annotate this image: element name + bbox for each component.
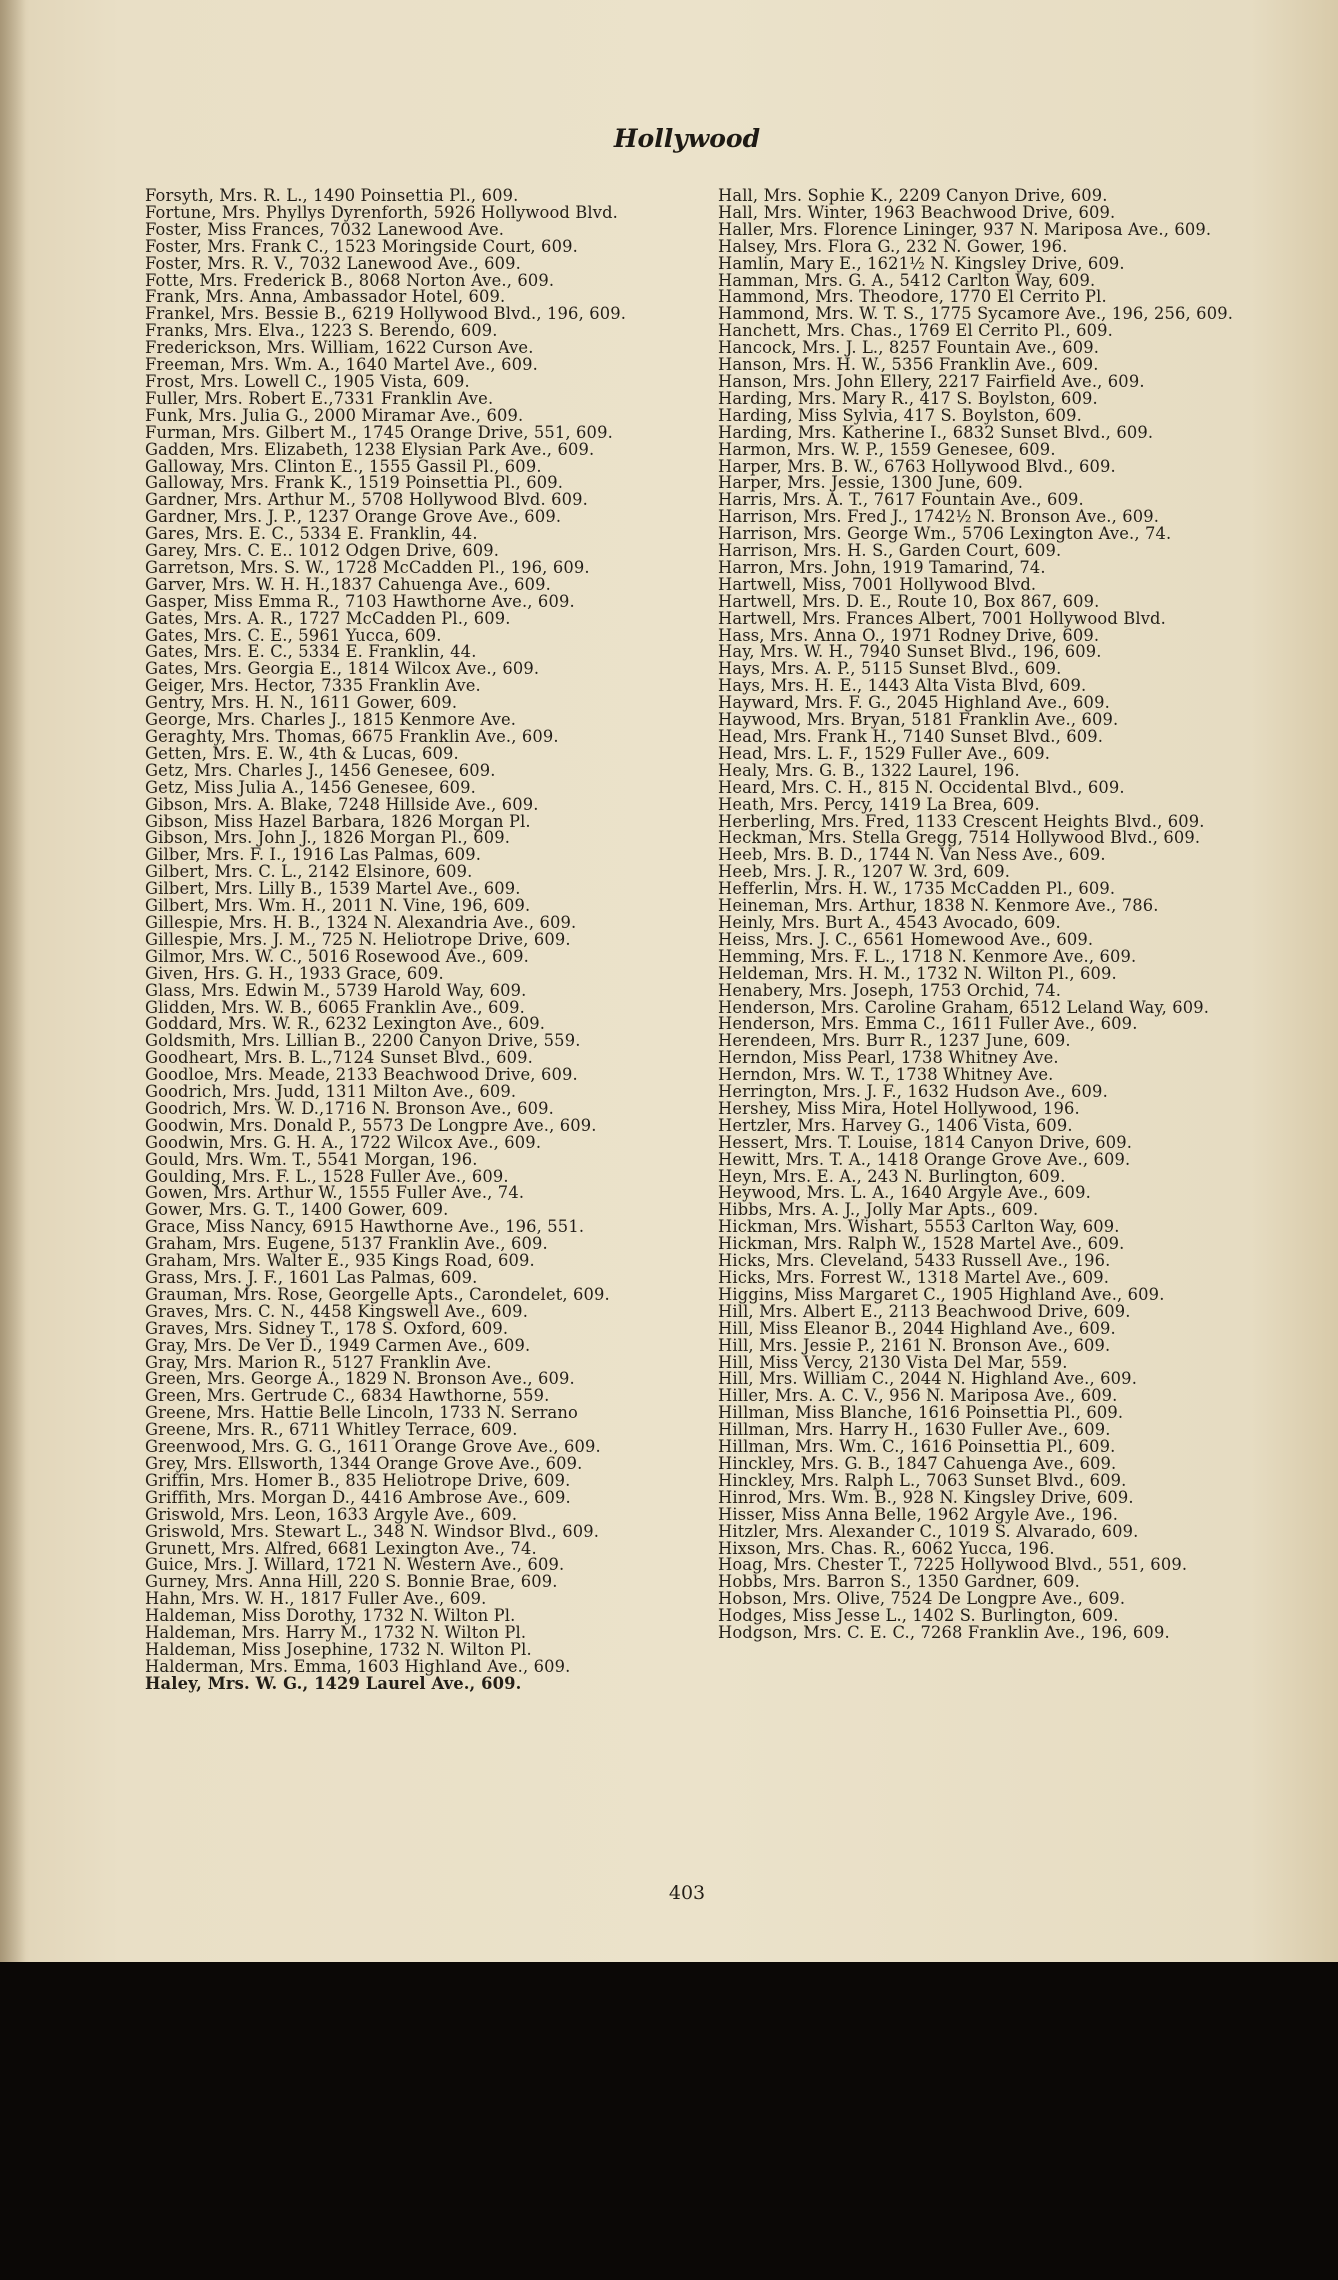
- directory-entry: Hinrod, Mrs. Wm. B., 928 N. Kingsley Drive, 609.: [718, 1487, 1134, 1507]
- directory-entry: Gentry, Mrs. H. N., 1611 Gower, 609.: [145, 693, 458, 713]
- directory-entry: Hillman, Mrs. Wm. C., 1616 Poinsettia Pl., 609.: [718, 1437, 1116, 1457]
- directory-entry: Griffin, Mrs. Homer B., 835 Heliotrope Drive, 609.: [145, 1470, 571, 1490]
- directory-entry: Hodgson, Mrs. C. E. C., 7268 Franklin Ave., 196, 609.: [718, 1623, 1170, 1643]
- directory-entry: Hanson, Mrs. John Ellery, 2217 Fairfield Ave., 609.: [718, 371, 1145, 391]
- directory-entry: Hicks, Mrs. Cleveland, 5433 Russell Ave., 196.: [718, 1251, 1111, 1271]
- directory-entry: Gadden, Mrs. Elizabeth, 1238 Elysian Park Ave., 609.: [145, 439, 595, 459]
- directory-entry: Goulding, Mrs. F. L., 1528 Fuller Ave., 609.: [145, 1166, 509, 1186]
- directory-entry: Hodges, Miss Jesse L., 1402 S. Burlington, 609.: [718, 1606, 1119, 1626]
- directory-entry: Hefferlin, Mrs. H. W., 1735 McCadden Pl., 609.: [718, 879, 1116, 899]
- directory-entry: Gray, Mrs. De Ver D., 1949 Carmen Ave., 609.: [145, 1335, 531, 1355]
- directory-entry: Heyn, Mrs. E. A., 243 N. Burlington, 609.: [718, 1166, 1066, 1186]
- directory-entry: Heineman, Mrs. Arthur, 1838 N. Kenmore Ave., 786.: [718, 896, 1159, 916]
- directory-entry: Hill, Miss Eleanor B., 2044 Highland Ave., 609.: [718, 1318, 1116, 1338]
- directory-entry-bold: Haley, Mrs. W. G., 1429 Laurel Ave., 609.: [145, 1673, 522, 1693]
- directory-entry: Goodrich, Mrs. W. D.,1716 N. Bronson Ave., 609.: [145, 1098, 554, 1118]
- directory-entry: Grunett, Mrs. Alfred, 6681 Lexington Ave., 74.: [145, 1538, 537, 1558]
- directory-entry: Greenwood, Mrs. G. G., 1611 Orange Grove Ave., 609.: [145, 1437, 601, 1457]
- directory-entry: Henderson, Mrs. Caroline Graham, 6512 Leland Way, 609.: [718, 997, 1210, 1017]
- directory-entry: Harper, Mrs. Jessie, 1300 June, 609.: [718, 473, 1024, 493]
- directory-entry: Harmon, Mrs. W. P., 1559 Genesee, 609.: [718, 439, 1056, 459]
- directory-entry: Hill, Miss Vercy, 2130 Vista Del Mar, 559.: [718, 1352, 1068, 1372]
- directory-entry: Goodwin, Mrs. G. H. A., 1722 Wilcox Ave., 609.: [145, 1132, 542, 1152]
- directory-entry: Hertzler, Mrs. Harvey G., 1406 Vista, 609.: [718, 1115, 1073, 1135]
- directory-entry: Furman, Mrs. Gilbert M., 1745 Orange Drive, 551, 609.: [145, 422, 613, 442]
- directory-entry: Gilber, Mrs. F. I., 1916 Las Palmas, 609.: [145, 845, 482, 865]
- directory-entry: Guice, Mrs. J. Willard, 1721 N. Western Ave., 609.: [145, 1555, 565, 1575]
- directory-entry: Grauman, Mrs. Rose, Georgelle Apts., Carondelet, 609.: [145, 1284, 610, 1304]
- directory-entry: Hitzler, Mrs. Alexander C., 1019 S. Alvarado, 609.: [718, 1521, 1139, 1541]
- directory-entry: Gates, Mrs. E. C., 5334 E. Franklin, 44.: [145, 642, 477, 662]
- directory-entry: Hill, Mrs. Jessie P., 2161 N. Bronson Ave., 609.: [718, 1335, 1111, 1355]
- directory-entry: Heinly, Mrs. Burt A., 4543 Avocado, 609.: [718, 912, 1061, 932]
- directory-entry: Foster, Mrs. Frank C., 1523 Moringside Court, 609.: [145, 236, 578, 256]
- directory-entry: Halderman, Mrs. Emma, 1603 Highland Ave., 609.: [145, 1656, 571, 1676]
- directory-entry: Garretson, Mrs. S. W., 1728 McCadden Pl., 196, 609.: [145, 557, 590, 577]
- directory-entry: Henderson, Mrs. Emma C., 1611 Fuller Ave., 609.: [718, 1014, 1138, 1034]
- directory-entry: Garey, Mrs. C. E.. 1012 Odgen Drive, 609.: [145, 541, 500, 561]
- directory-entry: Harris, Mrs. A. T., 7617 Fountain Ave., 609.: [718, 490, 1084, 510]
- directory-entry: Hays, Mrs. H. E., 1443 Alta Vista Blvd, 609.: [718, 676, 1087, 696]
- directory-entry: Geiger, Mrs. Hector, 7335 Franklin Ave.: [145, 676, 481, 696]
- directory-entry: Foster, Miss Frances, 7032 Lanewood Ave.: [145, 219, 505, 239]
- directory-entry: Hinckley, Mrs. Ralph L., 7063 Sunset Blvd., 609.: [718, 1470, 1127, 1490]
- directory-entry: Griswold, Mrs. Stewart L., 348 N. Windsor Blvd., 609.: [145, 1521, 600, 1541]
- directory-entry: Herndon, Miss Pearl, 1738 Whitney Ave.: [718, 1048, 1059, 1068]
- directory-entry: Herendeen, Mrs. Burr R., 1237 June, 609.: [718, 1031, 1071, 1051]
- directory-entry: Garver, Mrs. W. H. H.,1837 Cahuenga Ave., 609.: [145, 574, 551, 594]
- directory-entry: Griswold, Mrs. Leon, 1633 Argyle Ave., 609.: [145, 1504, 518, 1524]
- page-header-title: Hollywood: [613, 124, 761, 153]
- directory-entry: Higgins, Miss Margaret C., 1905 Highland Ave., 609.: [718, 1284, 1165, 1304]
- directory-entry: Harding, Mrs. Mary R., 417 S. Boylston, 609.: [718, 388, 1098, 408]
- directory-entry: Hickman, Mrs. Ralph W., 1528 Martel Ave., 609.: [718, 1234, 1125, 1254]
- directory-entry: Haller, Mrs. Florence Lininger, 937 N. Mariposa Ave., 609.: [718, 219, 1212, 239]
- directory-entry: Hixson, Mrs. Chas. R., 6062 Yucca, 196.: [718, 1538, 1055, 1558]
- directory-entry: Hoag, Mrs. Chester T., 7225 Hollywood Blvd., 551, 609.: [718, 1555, 1188, 1575]
- directory-entry: Heard, Mrs. C. H., 815 N. Occidental Blvd., 609.: [718, 777, 1125, 797]
- directory-entry: Galloway, Mrs. Clinton E., 1555 Gassil Pl., 609.: [145, 456, 542, 476]
- directory-entry: Gillespie, Mrs. J. M., 725 N. Heliotrope Drive, 609.: [145, 929, 571, 949]
- directory-entry: Hayward, Mrs. F. G., 2045 Highland Ave., 609.: [718, 693, 1110, 713]
- directory-entry: Gares, Mrs. E. C., 5334 E. Franklin, 44.: [145, 524, 478, 544]
- directory-entry: Hall, Mrs. Winter, 1963 Beachwood Drive, 609.: [718, 202, 1116, 222]
- directory-entry: Hershey, Miss Mira, Hotel Hollywood, 196.: [718, 1098, 1080, 1118]
- directory-entry: Harding, Mrs. Katherine I., 6832 Sunset Blvd., 609.: [718, 422, 1154, 442]
- directory-entry: Hobson, Mrs. Olive, 7524 De Longpre Ave., 609.: [718, 1589, 1126, 1609]
- directory-entry: Harrison, Mrs. George Wm., 5706 Lexington Ave., 74.: [718, 524, 1172, 544]
- directory-entry: Heldeman, Mrs. H. M., 1732 N. Wilton Pl., 609.: [718, 963, 1117, 983]
- directory-entry: Heckman, Mrs. Stella Gregg, 7514 Hollywood Blvd., 609.: [718, 828, 1201, 848]
- directory-entry: Hamman, Mrs. G. A., 5412 Carlton Way, 609.: [718, 270, 1096, 290]
- directory-entry: Gower, Mrs. G. T., 1400 Gower, 609.: [145, 1200, 449, 1220]
- directory-entry: Hibbs, Mrs. A. J., Jolly Mar Apts., 609.: [718, 1200, 1039, 1220]
- directory-entry: Harrison, Mrs. Fred J., 1742½ N. Bronson Ave., 609.: [718, 507, 1160, 527]
- directory-entry: Frankel, Mrs. Bessie B., 6219 Hollywood Blvd., 196, 609.: [145, 304, 627, 324]
- directory-entry: Herberling, Mrs. Fred, 1133 Crescent Heights Blvd., 609.: [718, 811, 1205, 831]
- directory-entry: Hewitt, Mrs. T. A., 1418 Orange Grove Ave., 609.: [718, 1149, 1131, 1169]
- directory-entry: Greene, Mrs. Hattie Belle Lincoln, 1733 N. Serrano: [145, 1403, 579, 1423]
- directory-entry: Geraghty, Mrs. Thomas, 6675 Franklin Ave., 609.: [145, 727, 559, 746]
- directory-entry: Hickman, Mrs. Wishart, 5553 Carlton Way, 609.: [718, 1217, 1120, 1237]
- directory-entry: Hammond, Mrs. Theodore, 1770 El Cerrito Pl.: [718, 287, 1107, 307]
- directory-entry: Gibson, Miss Hazel Barbara, 1826 Morgan Pl.: [145, 811, 531, 831]
- directory-entry: Goddard, Mrs. W. R., 6232 Lexington Ave., 609.: [145, 1014, 546, 1034]
- directory-entry: Heath, Mrs. Percy, 1419 La Brea, 609.: [718, 794, 1040, 814]
- directory-entry: Haldeman, Mrs. Harry M., 1732 N. Wilton Pl.: [145, 1623, 527, 1643]
- directory-entry: Hanchett, Mrs. Chas., 1769 El Cerrito Pl., 609.: [718, 321, 1114, 341]
- directory-entry: Haldeman, Miss Josephine, 1732 N. Wilton Pl.: [145, 1639, 532, 1659]
- directory-entry: Hamlin, Mary E., 1621½ N. Kingsley Drive, 609.: [718, 253, 1125, 273]
- directory-entry: Hillman, Miss Blanche, 1616 Poinsettia Pl., 609.: [718, 1403, 1124, 1423]
- directory-entry: Grass, Mrs. J. F., 1601 Las Palmas, 609.: [145, 1268, 478, 1287]
- directory-entry: Gibson, Mrs. John J., 1826 Morgan Pl., 609.: [145, 828, 511, 848]
- directory-entry: Hays, Mrs. A. P., 5115 Sunset Blvd., 609.: [718, 659, 1062, 679]
- directory-entry: Goodrich, Mrs. Judd, 1311 Milton Ave., 609.: [145, 1082, 517, 1102]
- directory-entry: Haldeman, Miss Dorothy, 1732 N. Wilton Pl.: [145, 1606, 516, 1626]
- binding-gutter-shadow: [0, 0, 26, 1962]
- directory-entry: Gray, Mrs. Marion R., 5127 Franklin Ave.: [145, 1352, 492, 1372]
- directory-entry: Herndon, Mrs. W. T., 1738 Whitney Ave.: [718, 1065, 1054, 1085]
- directory-entry: Foster, Mrs. R. V., 7032 Lanewood Ave., 609.: [145, 253, 521, 273]
- directory-entry: Glass, Mrs. Edwin M., 5739 Harold Way, 609.: [145, 980, 527, 1000]
- directory-entry: Grace, Miss Nancy, 6915 Hawthorne Ave., 196, 551.: [145, 1217, 585, 1237]
- directory-entry: Gillespie, Mrs. H. B., 1324 N. Alexandria Ave., 609.: [145, 912, 577, 932]
- directory-entry: Fortune, Mrs. Phyllys Dyrenforth, 5926 Hollywood Blvd.: [145, 202, 619, 222]
- directory-entry: Heeb, Mrs. B. D., 1744 N. Van Ness Ave., 609.: [718, 845, 1106, 865]
- directory-entry: Goodloe, Mrs. Meade, 2133 Beachwood Drive, 609.: [145, 1065, 578, 1085]
- directory-entry: Gasper, Miss Emma R., 7103 Hawthorne Ave., 609.: [145, 591, 575, 611]
- directory-entry: Head, Mrs. Frank H., 7140 Sunset Blvd., 609.: [718, 727, 1104, 746]
- directory-entry: Graves, Mrs. Sidney T., 178 S. Oxford, 609.: [145, 1318, 509, 1338]
- directory-entry: Goodheart, Mrs. B. L.,7124 Sunset Blvd., 609.: [145, 1048, 533, 1068]
- directory-entry: Galloway, Mrs. Frank K., 1519 Poinsettia Pl., 609.: [145, 473, 564, 493]
- directory-entry: Hass, Mrs. Anna O., 1971 Rodney Drive, 609.: [718, 625, 1100, 645]
- directory-entry: Harper, Mrs. B. W., 6763 Hollywood Blvd., 609.: [718, 456, 1116, 476]
- directory-entry: Freeman, Mrs. Wm. A., 1640 Martel Ave., 609.: [145, 355, 538, 375]
- directory-entry: Herrington, Mrs. J. F., 1632 Hudson Ave., 609.: [718, 1082, 1108, 1102]
- directory-entry: Gilbert, Mrs. Lilly B., 1539 Martel Ave., 609.: [145, 879, 521, 899]
- directory-entry: Head, Mrs. L. F., 1529 Fuller Ave., 609.: [718, 743, 1051, 763]
- directory-entry: Graves, Mrs. C. N., 4458 Kingswell Ave., 609.: [145, 1301, 529, 1321]
- directory-entry: Graham, Mrs. Walter E., 935 Kings Road, 609.: [145, 1251, 535, 1271]
- directory-entry: Hinckley, Mrs. G. B., 1847 Cahuenga Ave., 609.: [718, 1453, 1117, 1473]
- directory-entry: Hemming, Mrs. F. L., 1718 N. Kenmore Ave., 609.: [718, 946, 1137, 966]
- directory-entry: Frederickson, Mrs. William, 1622 Curson Ave.: [145, 338, 534, 358]
- directory-entry: Green, Mrs. George A., 1829 N. Bronson Ave., 609.: [145, 1369, 575, 1389]
- directory-entry: Gates, Mrs. C. E., 5961 Yucca, 609.: [145, 625, 442, 645]
- directory-entry: Franks, Mrs. Elva., 1223 S. Berendo, 609.: [145, 321, 498, 341]
- directory-entry: Hill, Mrs. William C., 2044 N. Highland Ave., 609.: [718, 1369, 1138, 1389]
- page-number: 403: [668, 1882, 706, 1904]
- directory-entry: Fotte, Mrs. Frederick B., 8068 Norton Ave., 609.: [145, 270, 555, 290]
- directory-entry: Hancock, Mrs. J. L., 8257 Fountain Ave., 609.: [718, 338, 1100, 358]
- directory-entry: Healy, Mrs. G. B., 1322 Laurel, 196.: [718, 760, 1020, 780]
- directory-entry: Hall, Mrs. Sophie K., 2209 Canyon Drive, 609.: [718, 186, 1108, 205]
- directory-entry: Haywood, Mrs. Bryan, 5181 Franklin Ave., 609.: [718, 710, 1119, 730]
- directory-entry: Graham, Mrs. Eugene, 5137 Franklin Ave., 609.: [145, 1234, 548, 1254]
- directory-entry: Hartwell, Mrs. D. E., Route 10, Box 867, 609.: [718, 591, 1100, 611]
- directory-entry: Gibson, Mrs. A. Blake, 7248 Hillside Ave., 609.: [145, 794, 539, 814]
- directory-entry: Greene, Mrs. R., 6711 Whitley Terrace, 609.: [145, 1420, 518, 1440]
- directory-entry: Gates, Mrs. Georgia E., 1814 Wilcox Ave., 609.: [145, 659, 540, 679]
- directory-entry: Griffith, Mrs. Morgan D., 4416 Ambrose Ave., 609.: [145, 1487, 571, 1507]
- directory-entry: George, Mrs. Charles J., 1815 Kenmore Ave.: [145, 710, 517, 730]
- directory-entry: Gurney, Mrs. Anna Hill, 220 S. Bonnie Brae, 609.: [145, 1572, 558, 1592]
- directory-entry: Hill, Mrs. Albert E., 2113 Beachwood Drive, 609.: [718, 1301, 1131, 1321]
- directory-entry: Hahn, Mrs. W. H., 1817 Fuller Ave., 609.: [145, 1589, 487, 1609]
- directory-entry: Harron, Mrs. John, 1919 Tamarind, 74.: [718, 557, 1046, 577]
- directory-entry: Gilbert, Mrs. Wm. H., 2011 N. Vine, 196, 609.: [145, 896, 531, 916]
- directory-entry: Glidden, Mrs. W. B., 6065 Franklin Ave., 609.: [145, 997, 525, 1017]
- directory-entry: Hessert, Mrs. T. Louise, 1814 Canyon Drive, 609.: [718, 1132, 1133, 1152]
- directory-entry: Frost, Mrs. Lowell C., 1905 Vista, 609.: [145, 371, 470, 391]
- directory-entry: Green, Mrs. Gertrude C., 6834 Hawthorne, 559.: [145, 1386, 550, 1406]
- directory-entry: Hisser, Miss Anna Belle, 1962 Argyle Ave., 196.: [718, 1504, 1119, 1524]
- directory-entry: Gates, Mrs. A. R., 1727 McCadden Pl., 609.: [145, 608, 511, 628]
- directory-entry: Henabery, Mrs. Joseph, 1753 Orchid, 74.: [718, 980, 1062, 1000]
- directory-entry: Gardner, Mrs. J. P., 1237 Orange Grove Ave., 609.: [145, 507, 562, 527]
- directory-entry: Gould, Mrs. Wm. T., 5541 Morgan, 196.: [145, 1149, 478, 1169]
- directory-entry: Hiller, Mrs. A. C. V., 956 N. Mariposa Ave., 609.: [718, 1386, 1118, 1406]
- directory-entry: Heeb, Mrs. J. R., 1207 W. 3rd, 609.: [718, 862, 1011, 882]
- directory-entry: Gowen, Mrs. Arthur W., 1555 Fuller Ave., 74.: [145, 1183, 525, 1203]
- directory-entry: Gardner, Mrs. Arthur M., 5708 Hollywood Blvd. 609.: [145, 490, 589, 510]
- directory-entry: Hartwell, Mrs. Frances Albert, 7001 Hollywood Blvd.: [718, 608, 1166, 628]
- directory-entry: Halsey, Mrs. Flora G., 232 N. Gower, 196.: [718, 236, 1068, 256]
- directory-entry: Hartwell, Miss, 7001 Hollywood Blvd.: [718, 574, 1037, 594]
- directory-entry: Hobbs, Mrs. Barron S., 1350 Gardner, 609.: [718, 1572, 1080, 1592]
- directory-entry: Funk, Mrs. Julia G., 2000 Miramar Ave., 609.: [145, 405, 524, 425]
- directory-entry: Hay, Mrs. W. H., 7940 Sunset Blvd., 196, 609.: [718, 642, 1102, 662]
- directory-entry: Getten, Mrs. E. W., 4th & Lucas, 609.: [145, 743, 459, 763]
- right-column: [718, 188, 1278, 1642]
- directory-entry: Harding, Miss Sylvia, 417 S. Boylston, 609.: [718, 405, 1082, 425]
- directory-entry: Grey, Mrs. Ellsworth, 1344 Orange Grove Ave., 609.: [145, 1453, 583, 1473]
- directory-entry: Hammond, Mrs. W. T. S., 1775 Sycamore Ave., 196, 256, 609.: [718, 304, 1234, 324]
- left-column: [145, 188, 685, 1693]
- directory-entry: Hillman, Mrs. Harry H., 1630 Fuller Ave., 609.: [718, 1420, 1111, 1440]
- directory-entry: Fuller, Mrs. Robert E.,7331 Franklin Ave.: [145, 388, 494, 408]
- directory-entry: Gilbert, Mrs. C. L., 2142 Elsinore, 609.: [145, 862, 473, 882]
- directory-entry: Given, Hrs. G. H., 1933 Grace, 609.: [145, 963, 444, 983]
- directory-entry: Getz, Miss Julia A., 1456 Genesee, 609.: [145, 777, 476, 797]
- directory-entry: Hanson, Mrs. H. W., 5356 Franklin Ave., 609.: [718, 355, 1099, 375]
- directory-entry: Goldsmith, Mrs. Lillian B., 2200 Canyon Drive, 559.: [145, 1031, 581, 1051]
- directory-entry: Heywood, Mrs. L. A., 1640 Argyle Ave., 609.: [718, 1183, 1091, 1203]
- directory-entry: Frank, Mrs. Anna, Ambassador Hotel, 609.: [145, 287, 506, 307]
- directory-entry: Gilmor, Mrs. W. C., 5016 Rosewood Ave., 609.: [145, 946, 529, 966]
- directory-entry: Heiss, Mrs. J. C., 6561 Homewood Ave., 609.: [718, 929, 1094, 949]
- directory-entry: Harrison, Mrs. H. S., Garden Court, 609.: [718, 541, 1062, 561]
- directory-entry: Goodwin, Mrs. Donald P., 5573 De Longpre Ave., 609.: [145, 1115, 597, 1135]
- directory-entry: Forsyth, Mrs. R. L., 1490 Poinsettia Pl., 609.: [145, 186, 519, 205]
- directory-entry: Hicks, Mrs. Forrest W., 1318 Martel Ave., 609.: [718, 1268, 1110, 1287]
- directory-entry: Getz, Mrs. Charles J., 1456 Genesee, 609.: [145, 760, 496, 780]
